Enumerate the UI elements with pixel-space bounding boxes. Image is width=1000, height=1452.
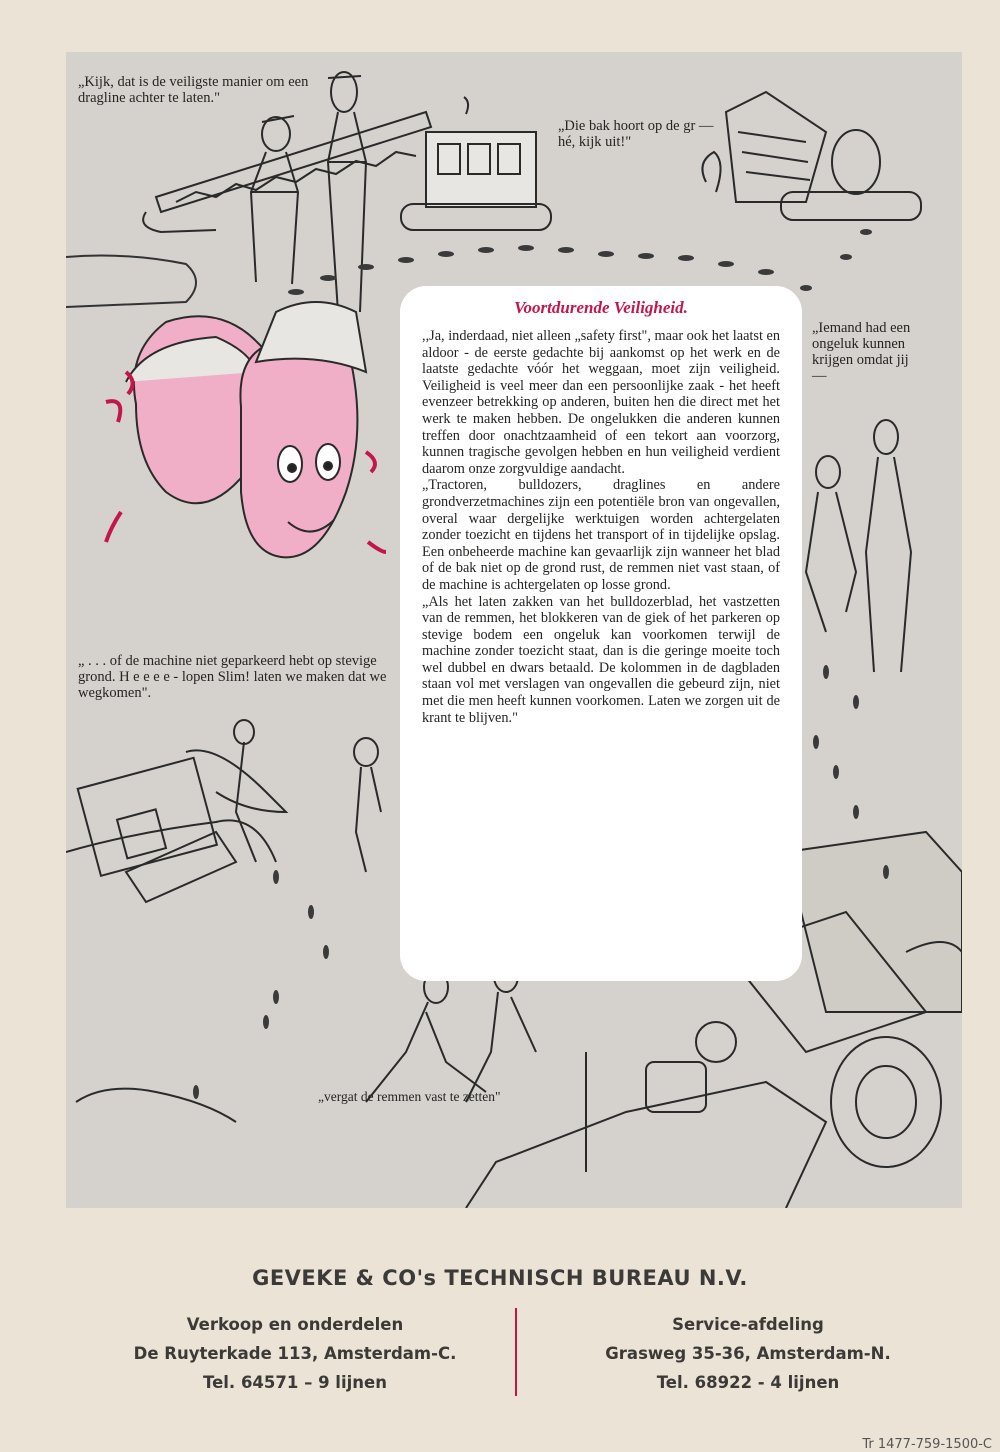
sales-address: De Ruyterkade 113, Amsterdam-C. (133, 1344, 457, 1363)
article-paragraph-2: „Tractoren, bulldozers, draglines en andere grondverzetmachines zijn een potentiële bron van ongevallen, overal waar dergelijke werktuigen worden achtergelaten zonder toezicht en tijdens het transport of in tijdelijke opslag. Een onbeheerde machine kan gevaarlijk zijn wanneer het blad of de bak niet op de grond rust, de remmen niet vast staan, of de machine is achtergelaten op losse grond. (422, 477, 780, 593)
caption-bottom: „vergat de remmen vast te zetten" (318, 1089, 501, 1104)
footer-divider (515, 1308, 517, 1396)
article-title: Voortdurende Veiligheid. (514, 298, 688, 317)
service-heading: Service-afdeling (672, 1315, 824, 1334)
print-code: Tr 1477-759-1500-C (862, 1437, 992, 1452)
caption-top-left: „Kijk, dat is de veiligste manier om een dragline achter te laten." (78, 74, 309, 106)
men-standing-drawing (251, 72, 366, 312)
service-address: Grasweg 35-36, Amsterdam-N. (605, 1344, 891, 1363)
caption-right: „Iemand had een ongeluk kunnen krijgen omdat jij — (812, 320, 911, 384)
ground-line (66, 256, 196, 307)
caption-left: „ . . . of de machine niet geparkeerd hebt op stevige grond. H e e e e - lopen Slim! laten we maken dat we wegkomen". (78, 653, 387, 701)
service-phone: Tel. 68922 - 4 lijnen (656, 1373, 840, 1392)
worried-faces-drawing (106, 302, 386, 557)
service-address-block (533, 1310, 963, 1397)
article-box (400, 286, 802, 981)
illustration-panel (66, 52, 962, 1208)
sales-phone: Tel. 64571 – 9 lijnen (203, 1373, 387, 1392)
dragline-drawing (143, 97, 551, 232)
walking-men-drawing (806, 420, 911, 672)
article-paragraph-3: „Als het laten zakken van het bulldozerblad, het vastzetten van de remmen, het blokkeren van de giek of het parkeren op stevige bodem een ongeluk kan voorkomen terwijl de machine zonder toezicht staat, dan is die geringe moeite toch wel dubbel en dwars betaald. De kolommen in de dagbladen staan vol met verslagen van ongevallen die gebeurd zijn, niet met die men heeft kunnen voorkomen. Laten we zorgen uit de krant te blijven." (422, 593, 780, 726)
caption-top-right: „Die bak hoort op de gr — hé, kijk uit!" (558, 118, 714, 150)
article-paragraph-1: ,,Ja, inderdaad, niet alleen „safety first", maar ook het laatst en aldoor - de eerste gedachte bij aankomst op het werk en de laatste gedachte vóór het weggaan, moet zijn veiligheid. Veiligheid is veel meer dan een persoonlijke zaak - het heeft evenzeer betrekking op anderen, buiten hen die direct met het werk te maken hebben. De ongelukken die anderen kunnen treffen door onachtzaamheid of een tekort aan voorzorg, kunnen tragische gevolgen hebben en hun veiligheid verdient daarom onze zorgvuldige aandacht. (422, 328, 780, 477)
excavator-drawing (702, 92, 921, 220)
sales-address-block (80, 1310, 510, 1397)
sales-heading: Verkoop en onderdelen (186, 1315, 404, 1334)
company-name: GEVEKE & CO's TECHNISCH BUREAU N.V. (252, 1266, 748, 1290)
bulldozer-scene-drawing (66, 720, 381, 902)
